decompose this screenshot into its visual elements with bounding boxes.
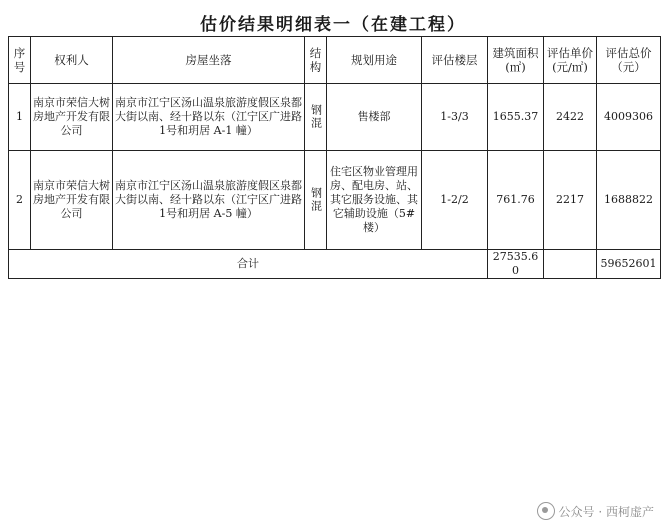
cell-seq: 1 [9, 84, 31, 151]
total-unit-price-empty [544, 250, 597, 279]
watermark [537, 502, 654, 520]
cell-area: 1655.37 [488, 84, 544, 151]
cell-floors: 1-3/3 [422, 84, 488, 151]
cell-structure: 钢混 [305, 84, 327, 151]
header-structure: 结构 [305, 37, 327, 84]
header-floors: 评估楼层 [422, 37, 488, 84]
cell-total-price: 4009306 [597, 84, 661, 151]
total-row [9, 250, 661, 279]
header-area: 建筑面积(㎡) [488, 37, 544, 84]
wechat-icon [537, 502, 555, 520]
cell-owner: 南京市荣信大树房地产开发有限公司 [31, 84, 113, 151]
total-price: 59652601 [597, 250, 661, 279]
header-use: 规划用途 [327, 37, 422, 84]
total-label: 合计 [9, 250, 488, 279]
total-area: 27535.60 [488, 250, 544, 279]
header-seq: 序号 [9, 37, 31, 84]
valuation-table [8, 36, 661, 279]
header-row [9, 37, 661, 84]
cell-unit-price: 2217 [544, 151, 597, 250]
cell-seq: 2 [9, 151, 31, 250]
header-total-price: 评估总价（元） [597, 37, 661, 84]
cell-floors: 1-2/2 [422, 151, 488, 250]
header-unit-price: 评估单价(元/㎡) [544, 37, 597, 84]
page-title: 估价结果明细表一（在建工程） [200, 15, 466, 35]
watermark-text: 公众号 · 西柯虚产 [558, 504, 654, 519]
header-address: 房屋坐落 [113, 37, 305, 84]
cell-total-price: 1688822 [597, 151, 661, 250]
cell-use: 售楼部 [327, 84, 422, 151]
table-row [9, 84, 661, 151]
cell-address: 南京市江宁区汤山温泉旅游度假区泉都大街以南、经十路以东（江宁区广进路1号和玥居 A-5 幢） [113, 151, 305, 250]
cell-structure: 钢混 [305, 151, 327, 250]
cell-area: 761.76 [488, 151, 544, 250]
header-owner: 权利人 [31, 37, 113, 84]
cell-use: 住宅区物业管理用房、配电房、站、其它服务设施、其它辅助设施（5#楼） [327, 151, 422, 250]
cell-owner: 南京市荣信大树房地产开发有限公司 [31, 151, 113, 250]
cell-unit-price: 2422 [544, 84, 597, 151]
cell-address: 南京市江宁区汤山温泉旅游度假区泉都大街以南、经十路以东（江宁区广进路1号和玥居 A-1 幢） [113, 84, 305, 151]
table-row [9, 151, 661, 250]
